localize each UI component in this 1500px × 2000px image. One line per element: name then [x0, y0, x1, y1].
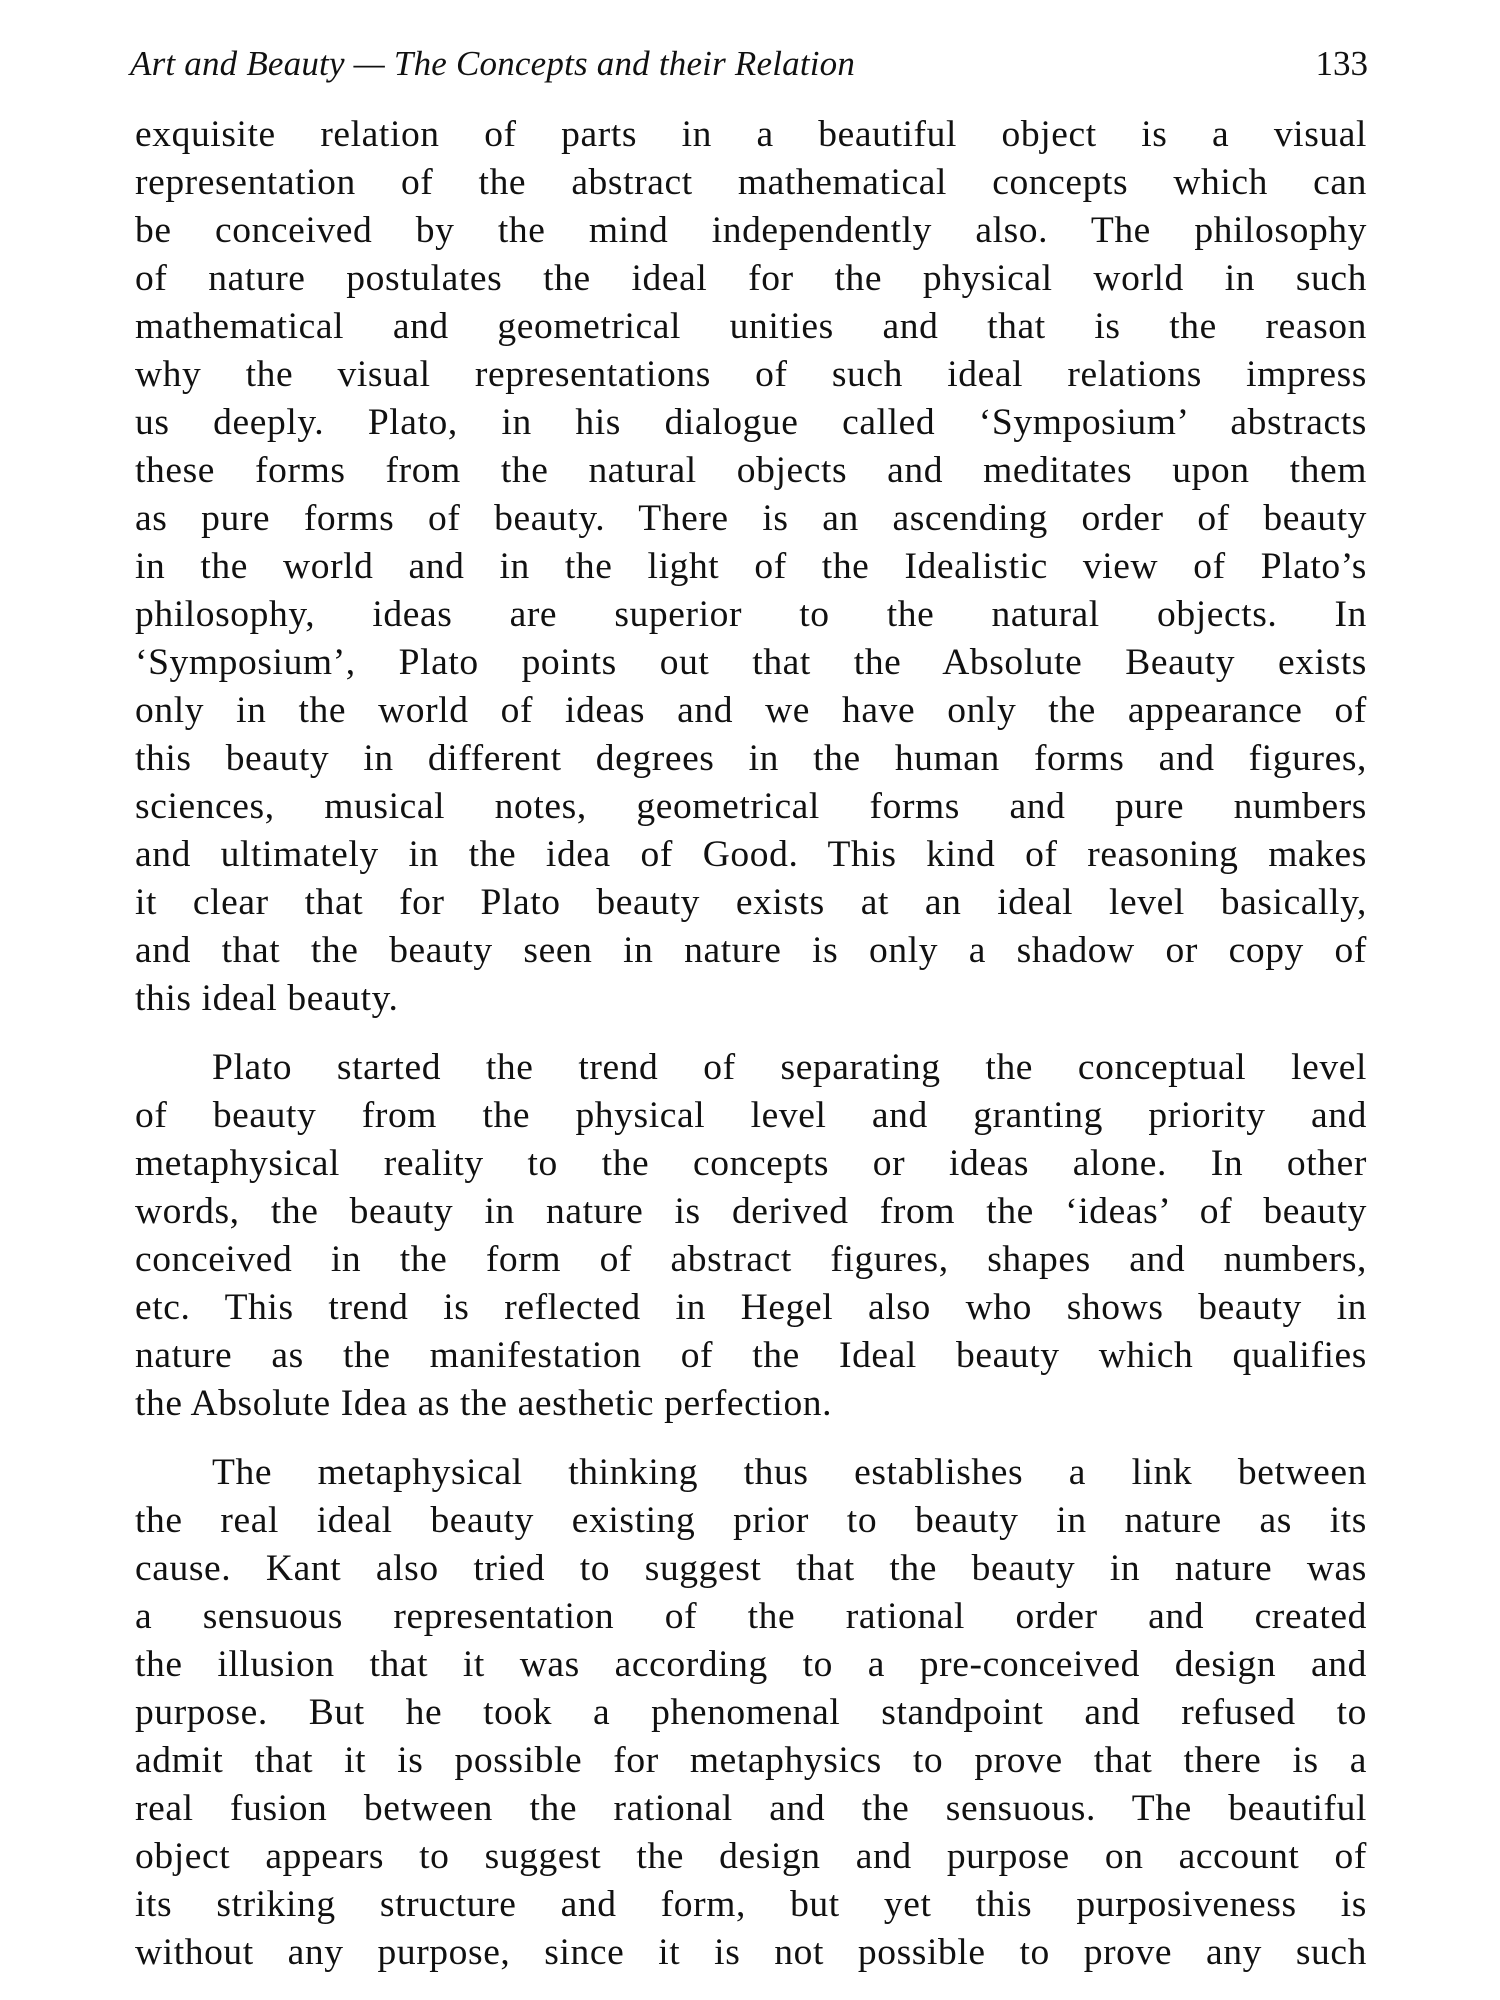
text-line: this beauty in different degrees in the human forms and figures, — [135, 738, 1367, 779]
text-line: and that the beauty seen in nature is only a shadow or copy of — [135, 930, 1367, 971]
text-line: mathematical and geometrical unities and that is the reason — [135, 306, 1367, 347]
text-line: it clear that for Plato beauty exists at an ideal level basically, — [135, 882, 1367, 923]
paragraph-1 — [135, 111, 1367, 1023]
text-line: representation of the abstract mathematical concepts which can — [135, 162, 1367, 203]
text-line: purpose. But he took a phenomenal standpoint and refused to — [135, 1692, 1367, 1733]
text-line: philosophy, ideas are superior to the natural objects. In — [135, 594, 1367, 635]
text-line: nature as the manifestation of the Ideal beauty which qualifies — [135, 1335, 1367, 1376]
text-line: real fusion between the rational and the sensuous. The beautiful — [135, 1788, 1367, 1829]
text-line: these forms from the natural objects and meditates upon them — [135, 450, 1367, 491]
paragraph-2 — [135, 1044, 1367, 1428]
text-line: words, the beauty in nature is derived from the ‘ideas’ of beauty — [135, 1191, 1367, 1232]
text-line: Plato started the trend of separating the conceptual level — [212, 1047, 1367, 1088]
text-line: without any purpose, since it is not possible to prove any such — [135, 1932, 1367, 1973]
text-line: admit that it is possible for metaphysics to prove that there is a — [135, 1740, 1367, 1781]
running-title: Art and Beauty — The Concepts and their Relation — [130, 44, 856, 83]
text-line: be conceived by the mind independently also. The philosophy — [135, 210, 1367, 251]
text-line: conceived in the form of abstract figures, shapes and numbers, — [135, 1239, 1367, 1280]
text-line: of nature postulates the ideal for the physical world in such — [135, 258, 1367, 299]
text-line: etc. This trend is reflected in Hegel also who shows beauty in — [135, 1287, 1367, 1328]
text-line: the illusion that it was according to a pre-conceived design and — [135, 1644, 1367, 1685]
text-line: only in the world of ideas and we have only the appearance of — [135, 690, 1367, 731]
text-line: its striking structure and form, but yet this purposiveness is — [135, 1884, 1367, 1925]
text-line: exquisite relation of parts in a beautiful object is a visual — [135, 114, 1367, 155]
text-line: sciences, musical notes, geometrical forms and pure numbers — [135, 786, 1367, 827]
text-line: ‘Symposium’, Plato points out that the Absolute Beauty exists — [135, 642, 1367, 683]
text-line: of beauty from the physical level and granting priority and — [135, 1095, 1367, 1136]
text-line: us deeply. Plato, in his dialogue called ‘Symposium’ abstracts — [135, 402, 1367, 443]
text-line: cause. Kant also tried to suggest that the beauty in nature was — [135, 1548, 1367, 1589]
text-line: this ideal beauty. — [135, 978, 399, 1019]
text-line: metaphysical reality to the concepts or ideas alone. In other — [135, 1143, 1367, 1184]
text-line: as pure forms of beauty. There is an ascending order of beauty — [135, 498, 1367, 539]
text-line: the Absolute Idea as the aesthetic perfection. — [135, 1383, 833, 1424]
page-number: 133 — [1315, 44, 1368, 83]
text-line: and ultimately in the idea of Good. This kind of reasoning makes — [135, 834, 1367, 875]
text-line: a sensuous representation of the rational order and created — [135, 1596, 1367, 1637]
running-header — [130, 42, 1368, 86]
paragraph-3 — [135, 1449, 1367, 1977]
body-text — [135, 111, 1367, 1998]
text-line: why the visual representations of such ideal relations impress — [135, 354, 1367, 395]
text-line: The metaphysical thinking thus establishes a link between — [212, 1452, 1367, 1493]
text-line: the real ideal beauty existing prior to beauty in nature as its — [135, 1500, 1367, 1541]
text-line: in the world and in the light of the Idealistic view of Plato’s — [135, 546, 1367, 587]
text-line: object appears to suggest the design and purpose on account of — [135, 1836, 1367, 1877]
